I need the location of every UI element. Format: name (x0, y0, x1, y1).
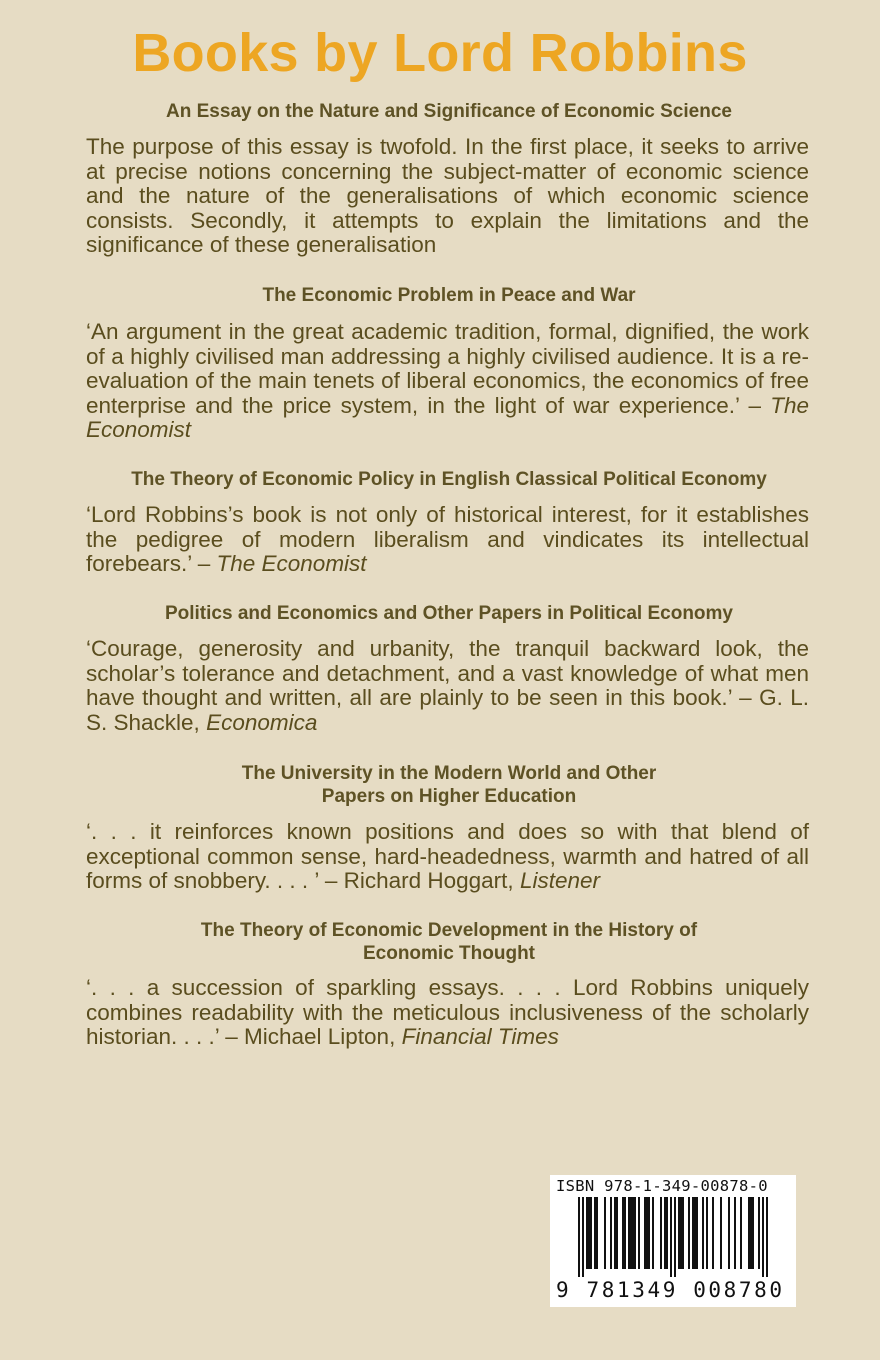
barcode-bar-46 (766, 1197, 768, 1277)
book-5-heading-line-2: Papers on Higher Education (321, 786, 577, 807)
book-5-heading-line-1: The University in the Modern World and Other (241, 763, 657, 784)
barcode-bar-30 (688, 1197, 690, 1269)
isbn-label: ISBN 978-1-349-00878-0 (556, 1177, 768, 1195)
barcode-bar-24 (666, 1197, 668, 1269)
book-1-description (86, 135, 809, 258)
barcode-bar-34 (702, 1197, 704, 1269)
isbn-barcode (550, 1175, 796, 1307)
barcode-bar-40 (740, 1197, 742, 1269)
barcode-bar-36 (712, 1197, 714, 1269)
book-3-heading (86, 468, 812, 491)
barcode-bar-1 (582, 1197, 584, 1277)
barcode-bar-20 (648, 1197, 650, 1269)
barcode-bar-25 (670, 1197, 672, 1277)
book-6-text: ‘. . . a succession of sparkling essays. . . . Lord Robbins uniquely combines readability with the meticulous inclusiveness of the scholarly historian. . . .’ – Michael Lipton, (86, 975, 809, 1050)
book-5-review (86, 820, 809, 894)
barcode-bar-0 (578, 1197, 580, 1277)
barcode-bar-17 (638, 1197, 640, 1269)
book-5-heading (86, 762, 812, 808)
book-1-heading (86, 100, 812, 123)
barcode-bar-28 (680, 1197, 682, 1269)
barcode-bar-27 (678, 1197, 680, 1269)
book-6-heading (86, 919, 812, 965)
barcode-bar-13 (628, 1197, 630, 1269)
book-2-source: The Economist (86, 392, 809, 443)
barcode-bar-38 (728, 1197, 730, 1269)
barcode-bar-18 (644, 1197, 646, 1269)
barcode-bar-5 (594, 1197, 596, 1269)
barcode-bar-31 (692, 1197, 694, 1269)
book-3-heading-line-1: The Theory of Economic Policy in English Classical Political Economy (131, 469, 767, 490)
barcode-bars (550, 1197, 796, 1277)
book-1-text: The purpose of this essay is twofold. In the first place, it seeks to arrive at precise notions concerning the subject-matter of economic science and the nature of the generalisations of which economic science consists. Secondly, it attempts to explain the limitations and the significance of these generalisation (86, 134, 809, 258)
barcode-bar-45 (762, 1197, 764, 1277)
book-3-source: The Economist (216, 551, 367, 577)
barcode-bar-16 (634, 1197, 636, 1269)
barcode-bar-10 (616, 1197, 618, 1269)
book-4-text: ‘Courage, generosity and urbanity, the tranquil backward look, the scholar’s tolerance and detachment, and a vast knowledge of what men have thought and written, all are plainly to be seen in this book.’ – G. L. S. Shackle, (86, 636, 809, 735)
barcode-bar-32 (694, 1197, 696, 1269)
barcode-bar-35 (706, 1197, 708, 1269)
barcode-bar-8 (610, 1197, 612, 1269)
book-2-heading (86, 284, 812, 307)
book-3-text: ‘Lord Robbins’s book is not only of historical interest, for it establishes the pedigree of modern liberalism and vindicates its intellectual forebears.’ – (86, 502, 809, 577)
book-4-heading-line-1: Politics and Economics and Other Papers in Political Economy (164, 603, 734, 624)
barcode-bar-26 (674, 1197, 676, 1277)
barcode-bar-39 (734, 1197, 736, 1269)
barcode-bar-4 (590, 1197, 592, 1269)
barcode-bar-7 (604, 1197, 606, 1269)
barcode-bar-9 (614, 1197, 616, 1269)
book-5-source: Listener (519, 868, 600, 894)
barcode-bar-14 (630, 1197, 632, 1269)
page-title: Books by Lord Robbins (132, 23, 748, 83)
barcode-bar-19 (646, 1197, 648, 1269)
barcode-bar-2 (586, 1197, 588, 1269)
barcode-bar-44 (758, 1197, 760, 1269)
barcode-bar-3 (588, 1197, 590, 1269)
book-6-heading-line-2: Economic Thought (362, 943, 536, 964)
barcode-bar-15 (632, 1197, 634, 1269)
book-6-source: Financial Times (401, 1024, 559, 1050)
book-6-review (86, 976, 809, 1050)
isbn-digits: 9 781349 008780 (556, 1278, 785, 1302)
barcode-bar-37 (720, 1197, 722, 1269)
barcode-bar-42 (750, 1197, 752, 1269)
book-4-heading (86, 602, 812, 625)
barcode-bar-33 (696, 1197, 698, 1269)
barcode-bar-43 (752, 1197, 754, 1269)
barcode-bar-21 (652, 1197, 654, 1269)
book-2-heading-line-1: The Economic Problem in Peace and War (262, 285, 636, 306)
book-5-text: ‘. . . it reinforces known positions and does so with that blend of exceptional common sense, hard-headedness, warmth and hatred of all forms of snobbery. . . . ’ – Richard Hoggart, (86, 819, 809, 894)
book-4-source: Economica (206, 709, 318, 735)
book-1-heading-line-1: An Essay on the Nature and Significance of Economic Science (166, 101, 732, 122)
book-4-review (86, 637, 809, 735)
barcode-bar-41 (748, 1197, 750, 1269)
book-6-heading-line-1: The Theory of Economic Development in the History of (200, 920, 698, 941)
barcode-bar-6 (596, 1197, 598, 1269)
book-2-text: ‘An argument in the great academic tradition, formal, dignified, the work of a highly civilised man addressing a highly civilised audience. It is a re-evaluation of the main tenets of liberal economics, the economics of free enterprise and the price system, in the light of war experience.’ – (86, 319, 809, 418)
barcode-bar-11 (622, 1197, 624, 1269)
book-3-review (86, 503, 809, 577)
book-2-review (86, 320, 809, 443)
barcode-bar-29 (682, 1197, 684, 1269)
barcode-bar-22 (660, 1197, 662, 1269)
barcode-bar-23 (664, 1197, 666, 1269)
barcode-bar-12 (624, 1197, 626, 1269)
